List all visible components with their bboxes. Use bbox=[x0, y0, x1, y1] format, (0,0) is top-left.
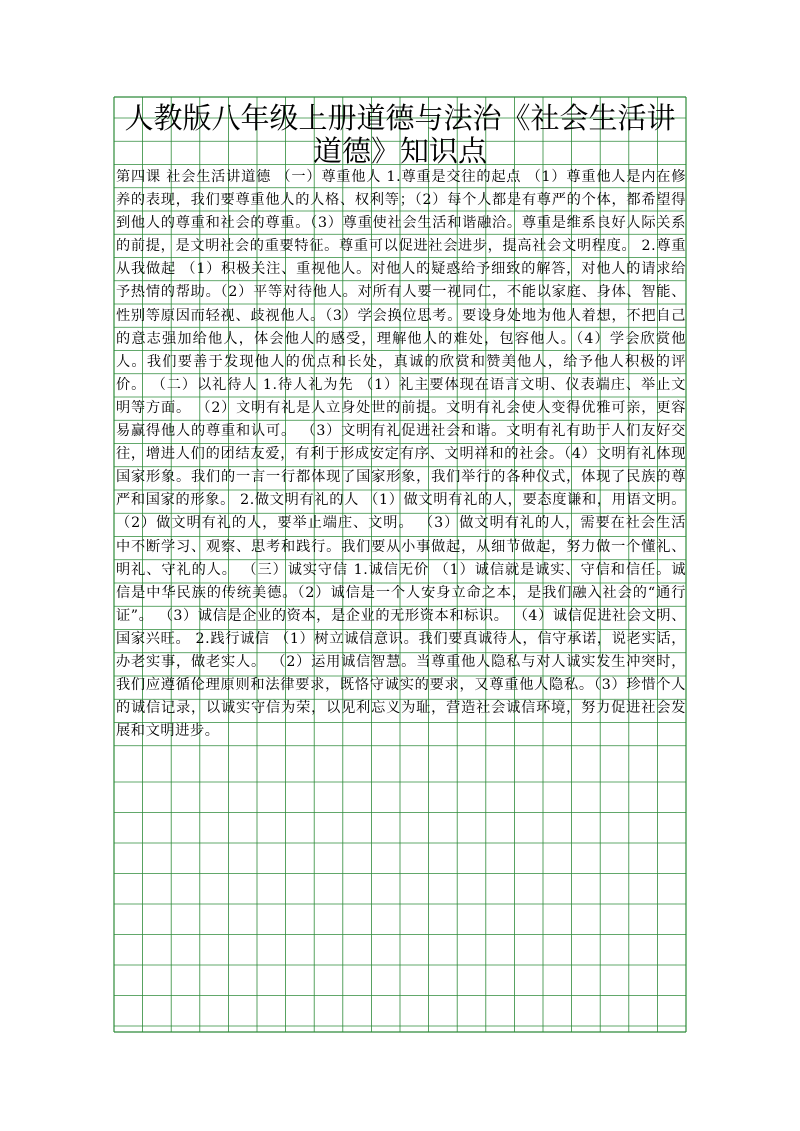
body-text: 第四课 社会生活讲道德 （一）尊重他人 1.尊重是交往的起点 （1）尊重他人是内在修养的表现，我们要尊重他人的人格、权利等；（2）每个人都是有尊严的个体，都希望得到他人的尊重和社会的尊重。（3）尊重使社会生活和谐融洽。尊重是维系良好人际关系的前提，是文明社会的重要特征。尊重可以促进社会进步，提高社会文明程度。 2.尊重从我做起 （1）积极关注、重视他人。对他人的疑惑给予细致的解答，对他人的请求给予热情的帮助。（2）平等对待他人。对所有人要一视同仁，不能以家庭、身体、智能、性别等原因而轻视、歧视他人。（3）学会换位思考。要设身处地为他人着想，不把自己的意志强加给他人，体会他人的感受，理解他人的难处，包容他人。（4）学会欣赏他人。我们要善于发现他人的优点和长处，真诚的欣赏和赞美他人，给予他人积极的评价。 （二）以礼待人 1.待人礼为先 （1）礼主要体现在语言文明、仪表端庄、举止文明等方面。 （2）文明有礼是人立身处世的前提。文明有礼会使人变得优雅可亲，更容易赢得他人的尊重和认可。 （3）文明有礼促进社会和谐。文明有礼有助于人们友好交 往，增进人们的团结友爱，有利于形成安定有序、文明祥和的社会。（4）文明有礼体现国家形象。我们的一言一行都体现了国家形象，我们举行的各种仪式，体现了民族的尊严和国家的形象。 2.做文明有礼的人 （1）做文明有礼的人，要态度谦和，用语文明。 （2）做文明有礼的人，要举止端庄、文明。 （3）做文明有礼的人，需要在社会生活中不断学习、观察、思考和践行。我们要从小事做起，从细节做起，努力做一个懂礼、明礼、守礼的人。 （三）诚实守信 1.诚信无价 （1）诚信就是诚实、守信和信任。诚信是中华民族的传统美德。（2）诚信是一个人安身立命之本，是我们融入社会的“通行证”。 （3）诚信是企业的资本，是企业的无形资本和标识。 （4）诚信促进社会文明、国家兴旺。 2.践行诚信 （1）树立诚信意识。我们要真诚待人，信守承诺，说老实话，办老实事，做老实人。 （2）运用诚信智慧。当尊重他人隐私与对人诚实发生冲突时，我们应遵循伦理原则和法律要求，既恪守诚实的要求，又尊重他人隐私。（3）珍惜个人的诚信记录，以诚实守信为荣，以见利忘义为耻，营造社会诚信环境，努力促进社会发展和文明进步。 bbox=[116, 169, 686, 740]
page-title: 人教版八年级上册道德与法治《社会生活讲道德》知识点 bbox=[124, 101, 676, 168]
